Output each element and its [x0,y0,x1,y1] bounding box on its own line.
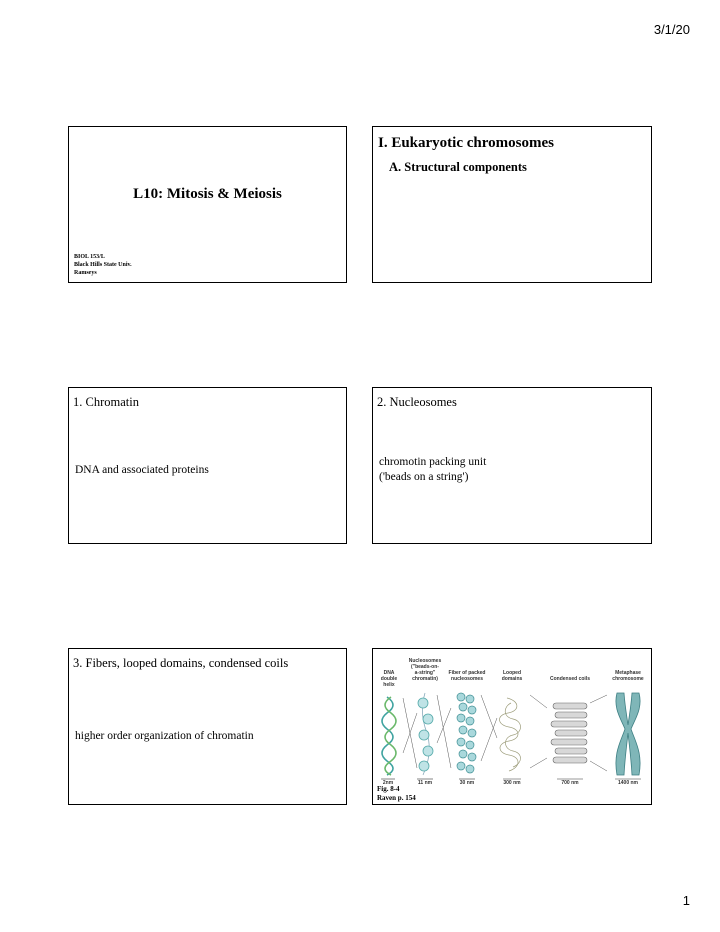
slide-heading: I. Eukaryotic chromosomes [378,135,554,151]
size-label-condensed: 700 nm [561,780,579,785]
looped-domains-graphic [499,698,520,771]
slide-fibers [68,648,347,805]
condensed-coils-graphic [551,703,587,763]
slide-heading: 2. Nucleosomes [377,395,457,409]
body-line: chromotin packing unit [379,456,487,468]
slide-heading: 3. Fibers, looped domains, condensed coils [73,656,289,670]
slide-body [379,455,486,485]
slide-nucleosomes [372,387,652,544]
dna-helix-graphic [382,697,396,775]
stage-label-looped: Looped domains [501,670,523,682]
stage-label-dna: DNA double helix [380,670,398,688]
slide-figure [372,648,652,805]
chromatin-packing-figure [375,653,651,785]
size-label-nucleosomes: 11 nm [417,780,433,785]
slide-body: higher order organization of chromatin [75,730,254,742]
size-label-fiber: 30 nm [459,780,475,785]
instructor-name: Ramseys [74,270,97,276]
stage-label-metaphase: Metaphase chromosome [612,670,644,682]
body-line: ('beads on a string') [379,471,469,483]
figure-number: Fig. 8-4 [377,785,400,793]
nucleosome-beads-graphic [418,693,433,775]
stage-label-nucleosomes: Nucleosomes ("beads-on-a-string" chromatin) [408,658,442,682]
figure-source: Raven p. 154 [377,794,416,802]
page-number: 1 [682,893,690,908]
size-label-looped: 300 nm [503,780,521,785]
stage-label-fiber: Fiber of packed nucleosomes [448,670,486,682]
university-name: Black Hills State Univ. [74,262,132,268]
slide-chromatin [68,387,347,544]
slide-body: DNA and associated proteins [75,464,209,476]
slide-title [68,126,347,283]
stage-label-condensed: Condensed coils [549,676,591,682]
fiber-graphic [457,693,476,773]
date-label: 3/1/20 [653,22,690,37]
course-code: BIOL 153/L [74,254,105,260]
size-label-dna: 2nm [382,780,394,785]
lecture-title: L10: Mitosis & Meiosis [133,186,282,202]
slide-subheading: A. Structural components [389,160,527,174]
size-label-metaphase: 1400 nm [617,780,639,785]
figure-caption [377,785,416,803]
slide-heading: 1. Chromatin [73,395,139,409]
metaphase-chromosome-graphic [616,693,640,775]
course-meta [74,253,132,277]
slide-eukaryotic-chromosomes [372,126,652,283]
